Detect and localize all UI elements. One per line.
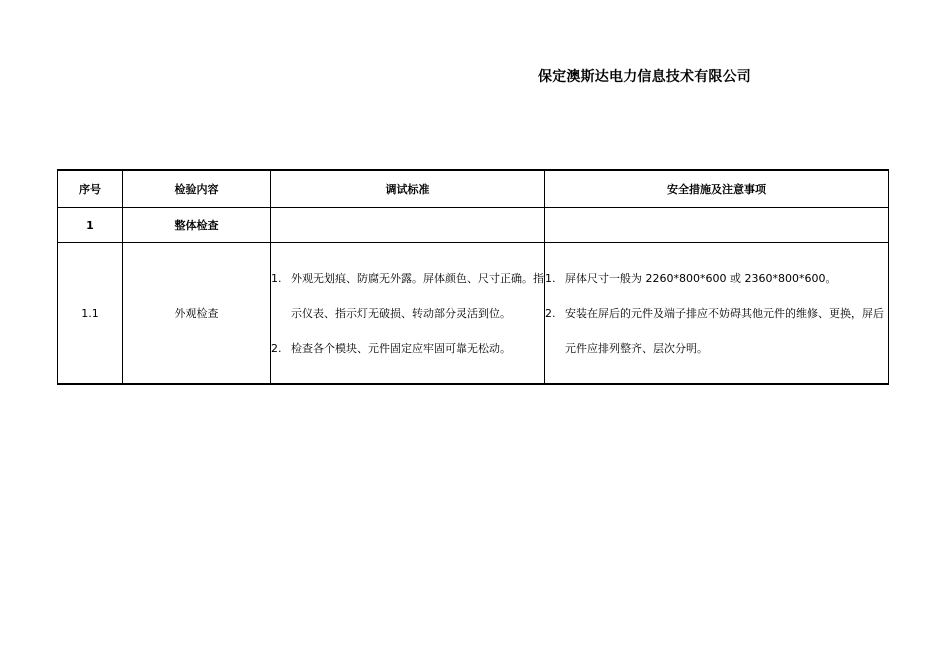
list-item [545, 296, 888, 366]
list-number: 1. [271, 271, 282, 285]
column-header-safety: 安全措施及注意事项 [545, 170, 889, 208]
list-text: 外观无划痕、防腐无外露。屏体颜色、尺寸正确。指示仪表、指示灯无破损、转动部分灵活到位。 [291, 271, 544, 320]
item-content: 外观检查 [123, 243, 271, 385]
table-row [58, 243, 889, 385]
list-item [271, 331, 544, 366]
list-number: 2. [545, 306, 556, 320]
item-safety [545, 243, 889, 385]
header-row [58, 170, 889, 208]
item-standards [271, 243, 545, 385]
list-text: 检查各个模块、元件固定应牢固可靠无松动。 [291, 341, 511, 355]
company-name: 保定澳斯达电力信息技术有限公司 [538, 69, 751, 85]
item-number: 1.1 [58, 243, 123, 385]
list-text: 屏体尺寸一般为 2260*800*600 或 2360*800*600。 [565, 271, 837, 285]
section-safety [545, 208, 889, 243]
column-header-no: 序号 [58, 170, 123, 208]
list-number: 1. [545, 271, 556, 285]
list-item [545, 261, 888, 296]
section-content: 整体检查 [123, 208, 271, 243]
safety-list [545, 261, 888, 366]
section-standard [271, 208, 545, 243]
list-number: 2. [271, 341, 282, 355]
standards-list [271, 261, 544, 366]
list-item [271, 261, 544, 331]
section-number: 1 [58, 208, 123, 243]
inspection-table [57, 169, 889, 385]
list-text: 安装在屏后的元件及端子排应不妨碍其他元件的维修、更换，屏后元件应排列整齐、层次分明。 [565, 306, 884, 355]
column-header-content: 检验内容 [123, 170, 271, 208]
column-header-standard: 调试标准 [271, 170, 545, 208]
table-row [58, 208, 889, 243]
